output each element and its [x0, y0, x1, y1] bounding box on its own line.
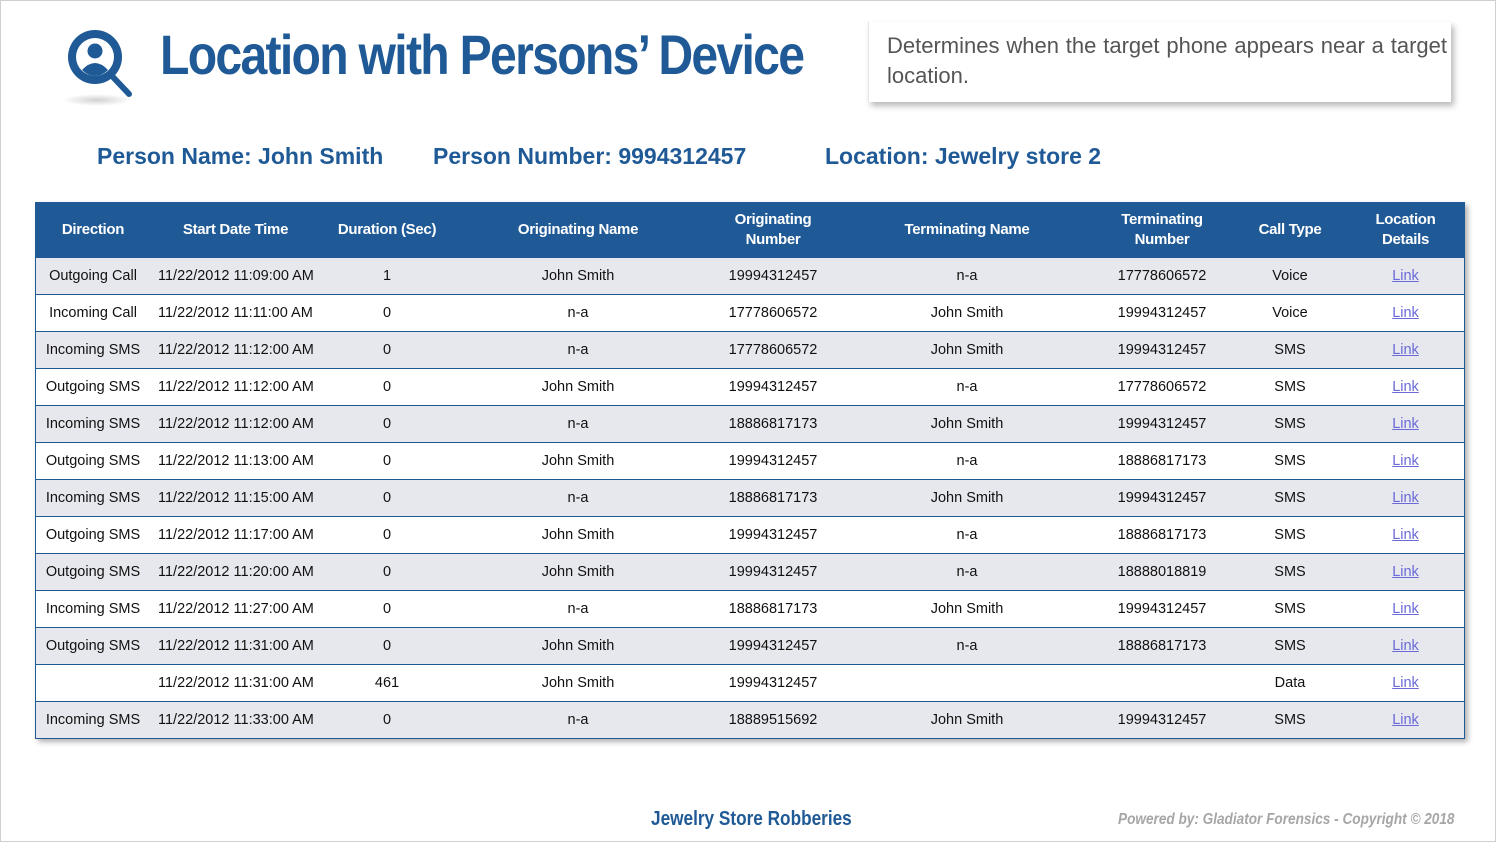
location-details-cell [1347, 332, 1464, 369]
table-row [36, 628, 1464, 665]
table-cell: 1 [321, 258, 453, 295]
table-cell: SMS [1233, 591, 1347, 628]
table-cell: n-a [453, 295, 703, 332]
table-cell: 0 [321, 369, 453, 406]
location-details-cell [1347, 295, 1464, 332]
table-cell: 0 [321, 406, 453, 443]
table-cell: 19994312457 [1091, 591, 1233, 628]
table-cell: 19994312457 [1091, 702, 1233, 739]
table-cell: John Smith [843, 480, 1091, 517]
column-header: Direction [36, 203, 150, 258]
table-cell: 0 [321, 554, 453, 591]
table-cell [1091, 665, 1233, 702]
table-cell: 0 [321, 591, 453, 628]
table-cell: 17778606572 [703, 295, 843, 332]
table-cell: John Smith [843, 332, 1091, 369]
table-cell: 19994312457 [703, 258, 843, 295]
table-cell: 19994312457 [703, 369, 843, 406]
location-details-link[interactable]: Link [1392, 304, 1419, 321]
table-cell: Outgoing SMS [36, 628, 150, 665]
location-details-link[interactable]: Link [1392, 711, 1419, 728]
table-cell: 19994312457 [1091, 406, 1233, 443]
description-text: Determines when the target phone appears near a target location. [887, 33, 1447, 88]
location-details-link[interactable]: Link [1392, 526, 1419, 543]
table-cell: 11/22/2012 11:17:00 AM [150, 517, 321, 554]
location-label: Location: Jewelry store 2 [825, 143, 1102, 169]
table-row [36, 258, 1464, 295]
table-cell: 11/22/2012 11:12:00 AM [150, 406, 321, 443]
table-cell: 19994312457 [1091, 295, 1233, 332]
table-cell: John Smith [843, 295, 1091, 332]
table-row [36, 591, 1464, 628]
column-header: Location Details [1347, 203, 1464, 258]
table-cell: n-a [453, 702, 703, 739]
table-cell: John Smith [453, 628, 703, 665]
table-cell: 18886817173 [703, 406, 843, 443]
table-cell: 11/22/2012 11:27:00 AM [150, 591, 321, 628]
table-cell: Incoming SMS [36, 332, 150, 369]
table-cell: 11/22/2012 11:33:00 AM [150, 702, 321, 739]
table-cell: John Smith [453, 554, 703, 591]
location-details-cell [1347, 665, 1464, 702]
table-cell: Outgoing SMS [36, 554, 150, 591]
table-cell: 11/22/2012 11:11:00 AM [150, 295, 321, 332]
column-header: Originating Name [453, 203, 703, 258]
location-details-link[interactable]: Link [1392, 563, 1419, 580]
table-cell: 11/22/2012 11:31:00 AM [150, 628, 321, 665]
table-cell: n-a [453, 406, 703, 443]
table-cell: n-a [453, 480, 703, 517]
table-cell: John Smith [843, 591, 1091, 628]
table-cell: 11/22/2012 11:20:00 AM [150, 554, 321, 591]
column-header: Start Date Time [150, 203, 321, 258]
table-cell: 19994312457 [703, 628, 843, 665]
table-cell: John Smith [453, 369, 703, 406]
table-cell: SMS [1233, 554, 1347, 591]
table-cell: 18886817173 [703, 591, 843, 628]
table-cell: n-a [843, 517, 1091, 554]
location-details-link[interactable]: Link [1392, 600, 1419, 617]
location-details-cell [1347, 702, 1464, 739]
column-header: Duration (Sec) [321, 203, 453, 258]
table-cell: 0 [321, 628, 453, 665]
footer-title: Jewelry Store Robberies [651, 808, 852, 830]
table-cell: SMS [1233, 628, 1347, 665]
table-cell: 17778606572 [1091, 258, 1233, 295]
table-cell: 18886817173 [703, 480, 843, 517]
table-cell: Incoming Call [36, 295, 150, 332]
column-header: Terminating Number [1091, 203, 1233, 258]
table-cell: John Smith [843, 702, 1091, 739]
table-cell: SMS [1233, 443, 1347, 480]
table-cell: 17778606572 [1091, 369, 1233, 406]
table-cell: Incoming SMS [36, 480, 150, 517]
table-cell: n-a [843, 628, 1091, 665]
table-cell: 11/22/2012 11:31:00 AM [150, 665, 321, 702]
table-cell: 19994312457 [703, 665, 843, 702]
table-cell: 11/22/2012 11:13:00 AM [150, 443, 321, 480]
column-header: Call Type [1233, 203, 1347, 258]
table-cell: n-a [843, 554, 1091, 591]
table-row [36, 517, 1464, 554]
table-cell: 18886817173 [1091, 443, 1233, 480]
magnifier-person-icon [62, 24, 136, 106]
table-row [36, 406, 1464, 443]
table-cell: 18889515692 [703, 702, 843, 739]
table-cell: John Smith [453, 258, 703, 295]
location-details-cell [1347, 258, 1464, 295]
table-row [36, 702, 1464, 739]
table-cell: Outgoing Call [36, 258, 150, 295]
table-cell: 11/22/2012 11:12:00 AM [150, 332, 321, 369]
table-row [36, 443, 1464, 480]
table-cell: SMS [1233, 406, 1347, 443]
table-row [36, 369, 1464, 406]
table-cell: John Smith [453, 665, 703, 702]
table-cell: Outgoing SMS [36, 443, 150, 480]
column-header: Originating Number [703, 203, 843, 258]
location-details-cell [1347, 517, 1464, 554]
location-details-cell [1347, 406, 1464, 443]
person-name: Person Name: John Smith [97, 143, 384, 169]
table-cell: 17778606572 [703, 332, 843, 369]
table-cell: 19994312457 [703, 443, 843, 480]
person-number: Person Number: 9994312457 [433, 143, 747, 169]
table-cell: 19994312457 [703, 554, 843, 591]
location-details-cell [1347, 554, 1464, 591]
table-cell: Voice [1233, 295, 1347, 332]
table-cell: 0 [321, 295, 453, 332]
table-cell: John Smith [453, 517, 703, 554]
table-cell: 19994312457 [1091, 332, 1233, 369]
table-cell: n-a [453, 591, 703, 628]
table-cell: 0 [321, 517, 453, 554]
table-cell: 0 [321, 443, 453, 480]
table-cell: SMS [1233, 702, 1347, 739]
table-cell: Outgoing SMS [36, 369, 150, 406]
location-details-cell [1347, 628, 1464, 665]
calls-table [35, 202, 1465, 739]
table-body [36, 258, 1464, 739]
table-cell: Voice [1233, 258, 1347, 295]
table-cell: 0 [321, 480, 453, 517]
location-details-link[interactable]: Link [1392, 341, 1419, 358]
table-cell: Outgoing SMS [36, 517, 150, 554]
table-cell: Data [1233, 665, 1347, 702]
table-cell: 11/22/2012 11:09:00 AM [150, 258, 321, 295]
description-box [868, 22, 1451, 102]
table-cell: Incoming SMS [36, 702, 150, 739]
table-cell: n-a [843, 369, 1091, 406]
table-cell: Incoming SMS [36, 591, 150, 628]
table-row [36, 480, 1464, 517]
table-cell: 19994312457 [1091, 480, 1233, 517]
table-cell: n-a [453, 332, 703, 369]
table-cell: Incoming SMS [36, 406, 150, 443]
table-row [36, 332, 1464, 369]
table-cell: SMS [1233, 517, 1347, 554]
table-cell: 0 [321, 332, 453, 369]
table-cell: John Smith [843, 406, 1091, 443]
table-cell: SMS [1233, 332, 1347, 369]
location-details-link[interactable]: Link [1392, 415, 1419, 432]
table-cell [843, 665, 1091, 702]
table-cell: 18886817173 [1091, 628, 1233, 665]
table-cell [36, 665, 150, 702]
table-cell: 11/22/2012 11:12:00 AM [150, 369, 321, 406]
location-details-link[interactable]: Link [1392, 378, 1419, 395]
table-cell: 461 [321, 665, 453, 702]
table-row [36, 665, 1464, 702]
table-cell: SMS [1233, 480, 1347, 517]
footer-copyright: Powered by: Gladiator Forensics - Copyright © 2018 [1118, 811, 1455, 828]
location-details-link[interactable]: Link [1392, 489, 1419, 506]
column-header: Terminating Name [843, 203, 1091, 258]
location-details-cell [1347, 369, 1464, 406]
location-details-cell [1347, 443, 1464, 480]
table-row [36, 554, 1464, 591]
table-cell: n-a [843, 443, 1091, 480]
table-cell: 0 [321, 702, 453, 739]
location-details-link[interactable]: Link [1392, 452, 1419, 469]
location-details-link[interactable]: Link [1392, 637, 1419, 654]
location-details-link[interactable]: Link [1392, 674, 1419, 691]
table-cell: John Smith [453, 443, 703, 480]
table-cell: 11/22/2012 11:15:00 AM [150, 480, 321, 517]
location-details-link[interactable]: Link [1392, 267, 1419, 284]
table-cell: SMS [1233, 369, 1347, 406]
location-details-cell [1347, 591, 1464, 628]
location-details-cell [1347, 480, 1464, 517]
table-cell: 19994312457 [703, 517, 843, 554]
table-cell: 18886817173 [1091, 517, 1233, 554]
table-header-row [36, 203, 1464, 258]
page-title: Location with Persons’ Device [160, 23, 804, 86]
table-cell: n-a [843, 258, 1091, 295]
table-row [36, 295, 1464, 332]
table-cell: 18888018819 [1091, 554, 1233, 591]
